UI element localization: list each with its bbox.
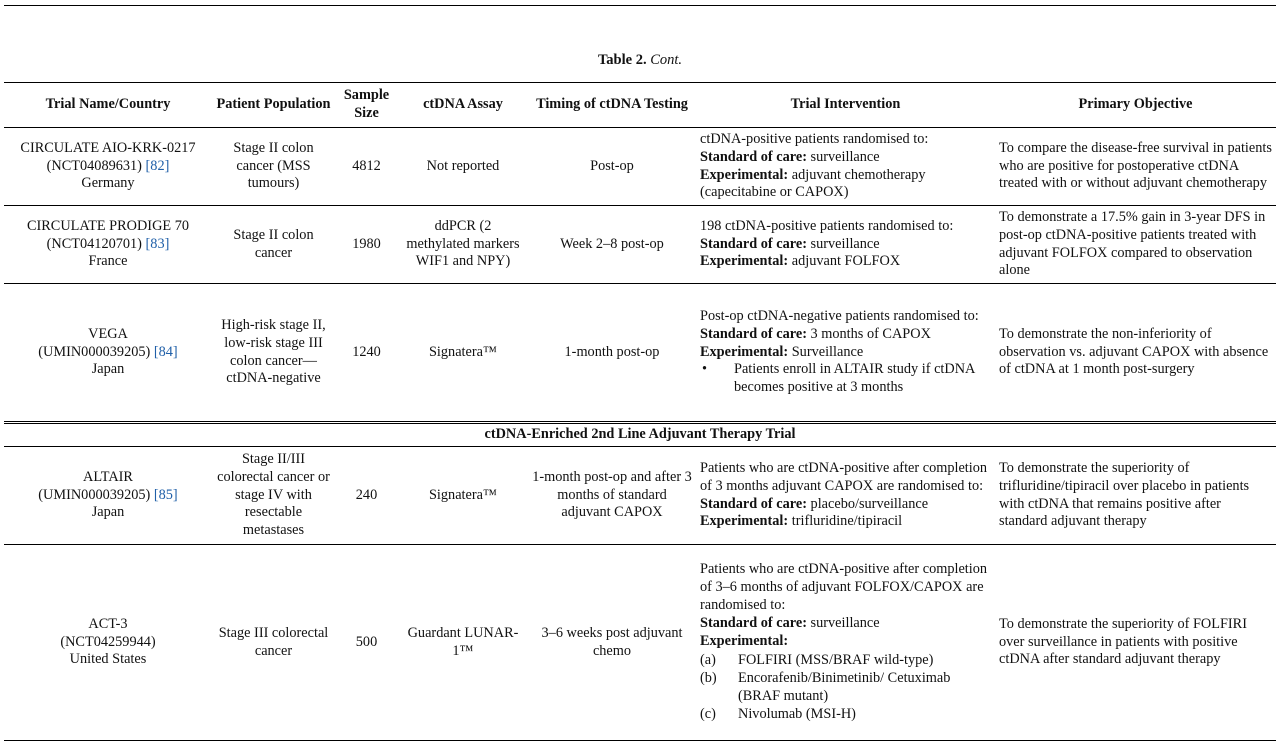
table-row [4,206,1276,284]
reference-link[interactable]: [82] [145,157,170,174]
table-row [4,545,1276,741]
header-population: Patient Population [212,83,335,128]
trial-name: VEGA [88,325,128,342]
soc-label: Standard of care: [700,614,807,631]
header-row [4,83,1276,128]
timing-cell: 1-month post-op [528,284,696,422]
exp-label: Experimental: [700,166,789,183]
trial-cell [4,447,212,545]
sample-cell: 4812 [335,128,398,206]
assay-cell: Signatera™ [398,284,528,422]
header-assay: ctDNA Assay [398,83,528,128]
intervention-cell [696,545,995,741]
sample-cell: 1980 [335,206,398,284]
header-timing: Timing of ctDNA Testing [528,83,696,128]
list-item [700,706,991,724]
list-marker: (c) [700,705,716,722]
sample-cell: 500 [335,545,398,741]
intervention-bullets [700,361,991,397]
assay-cell: ddPCR (2 methylated markers WIF1 and NPY) [398,206,528,284]
trial-id: (NCT04120701) [46,235,142,252]
timing-cell: Week 2–8 post-op [528,206,696,284]
assay-cell: Signatera™ [398,447,528,545]
exp-value: adjuvant FOLFOX [791,253,901,270]
trial-country: Germany [81,175,135,192]
list-text: Encorafenib/Binimetinib/ Cetuximab (BRAF mutant) [738,670,951,704]
list-item [700,652,991,670]
list-item [700,670,991,706]
reference-link[interactable]: [84] [153,343,178,360]
caption-label: Table 2. [597,52,647,68]
exp-label: Experimental: [700,632,789,649]
exp-label: Experimental: [700,343,789,360]
objective-cell: To demonstrate the superiority of FOLFIRI over surveillance in patients with positive ctDNA after standard adjuvant therapy [995,545,1276,741]
table-row [4,447,1276,545]
top-rule [4,5,1276,6]
intervention-cell [696,206,995,284]
soc-value: surveillance [810,614,880,631]
header-trial: Trial Name/Country [4,83,212,128]
soc-value: 3 months of CAPOX [810,325,931,342]
trial-name: CIRCULATE AIO-KRK-0217 [20,139,196,156]
list-marker: (a) [700,652,716,669]
table-row [4,128,1276,206]
timing-cell: 3–6 weeks post adjuvant chemo [528,545,696,741]
soc-value: surveillance [810,148,880,165]
objective-cell: To demonstrate the superiority of trifluridine/tipiracil over placebo in patients with ctDNA that remains positive after standard adjuvant therapy [995,447,1276,545]
trials-table [4,82,1276,741]
trial-country: France [88,253,128,270]
trial-id: (UMIN000039205) [38,343,151,360]
timing-cell: 1-month post-op and after 3 months of standard adjuvant CAPOX [528,447,696,545]
exp-value: trifluridine/tipiracil [791,513,903,530]
list-text: Nivolumab (MSI-H) [738,705,856,722]
trial-country: United States [69,651,147,668]
intervention-intro: ctDNA-positive patients randomised to: [700,130,929,147]
header-intervention: Trial Intervention [696,83,995,128]
intervention-intro: 198 ctDNA-positive patients randomised to: [700,217,954,234]
soc-value: placebo/surveillance [810,495,929,512]
trial-cell [4,206,212,284]
caption-cont: Cont. [650,52,683,68]
intervention-intro: Post-op ctDNA-negative patients randomised to: [700,308,979,324]
population-cell: Stage II/III colorectal cancer or stage IV with resectable metastases [212,447,335,545]
intervention-cell [696,284,995,422]
soc-value: surveillance [810,235,880,252]
population-cell: Stage II colon cancer [212,206,335,284]
list-text: FOLFIRI (MSS/BRAF wild-type) [738,652,934,669]
intervention-cell [696,128,995,206]
trial-name: CIRCULATE PRODIGE 70 [26,217,190,234]
assay-cell: Guardant LUNAR-1™ [398,545,528,741]
intervention-intro: Patients who are ctDNA-positive after completion of 3 months adjuvant CAPOX are randomised to: [700,459,988,494]
trial-cell [4,128,212,206]
section-title: ctDNA-Enriched 2nd Line Adjuvant Therapy Trial [4,424,1276,447]
trial-country: Japan [91,361,125,378]
soc-label: Standard of care: [700,325,807,342]
header-sample: Sample Size [335,83,398,128]
population-cell: Stage III colorectal cancer [212,545,335,741]
list-item: • Patients enroll in ALTAIR study if ctDNA becomes positive at 3 months [700,361,991,397]
exp-label: Experimental: [700,253,789,270]
trial-cell [4,545,212,741]
trial-name: ACT-3 [88,615,128,632]
trial-id: (NCT04089631) [46,157,142,174]
experimental-options [700,652,991,723]
timing-cell: Post-op [528,128,696,206]
objective-cell: To demonstrate a 17.5% gain in 3-year DFS in post-op ctDNA-positive patients treated with adjuvant FOLFOX compared to observation alone [995,206,1276,284]
assay-cell: Not reported [398,128,528,206]
intervention-cell [696,447,995,545]
trial-cell [4,284,212,422]
section-header-row [4,424,1276,447]
trial-name: ALTAIR [83,468,133,485]
reference-link[interactable]: [85] [153,486,178,503]
exp-label: Experimental: [700,513,789,530]
objective-cell: To compare the disease-free survival in patients who are positive for postoperative ctDNA treated with or without adjuvant chemotherapy [995,128,1276,206]
trial-id: (UMIN000039205) [38,486,151,503]
population-cell: Stage II colon cancer (MSS tumours) [212,128,335,206]
exp-value: adjuvant chemotherapy (capecitabine or CAPOX) [700,166,926,201]
sample-cell: 240 [335,447,398,545]
soc-label: Standard of care: [700,495,807,512]
sample-cell: 1240 [335,284,398,422]
header-objective: Primary Objective [995,83,1276,128]
table-row [4,284,1276,422]
exp-value: Surveillance [791,343,864,360]
soc-label: Standard of care: [700,148,807,165]
objective-cell: To demonstrate the non-inferiority of observation vs. adjuvant CAPOX with absence of ctDNA at 1 month post-surgery [995,284,1276,422]
intervention-intro: Patients who are ctDNA-positive after completion of 3–6 months of adjuvant FOLFOX/CAPOX are randomised to: [700,561,988,613]
soc-label: Standard of care: [700,235,807,252]
table-caption [0,52,1280,69]
population-cell: High-risk stage II, low-risk stage III colon cancer—ctDNA-negative [212,284,335,422]
trial-id: (NCT04259944) [60,633,156,650]
trial-country: Japan [91,504,125,521]
list-marker: (b) [700,670,717,687]
reference-link[interactable]: [83] [145,235,170,252]
